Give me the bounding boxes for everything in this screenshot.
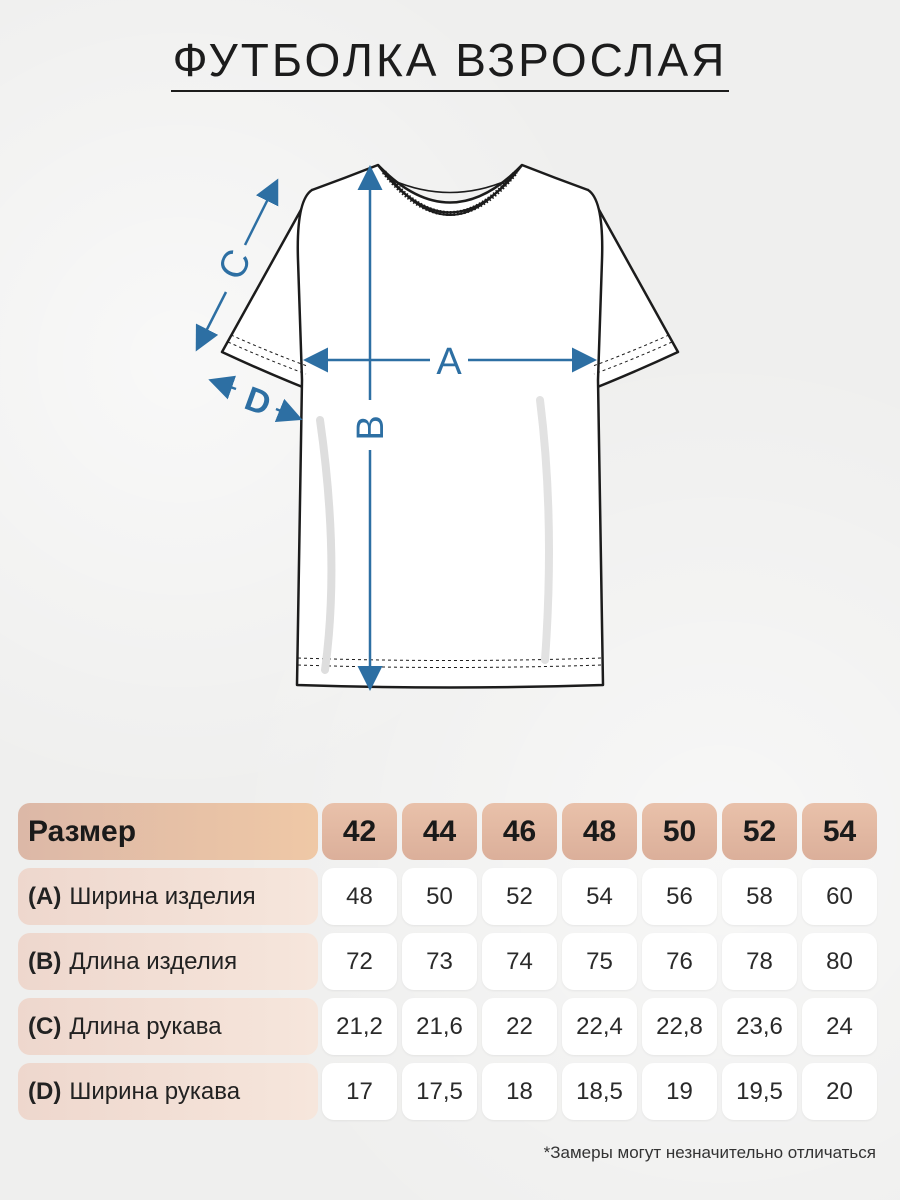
tshirt-body — [297, 165, 603, 688]
size-54: 54 — [802, 803, 877, 860]
row-a-label — [18, 868, 318, 925]
size-52: 52 — [722, 803, 797, 860]
row-a-name: Ширина изделия — [69, 882, 256, 910]
dimension-c-lower — [198, 292, 226, 347]
table-cell: 23,6 — [722, 998, 797, 1055]
size-50: 50 — [642, 803, 717, 860]
footnote: *Замеры могут незначительно отличаться — [543, 1143, 876, 1162]
table-cell: 60 — [802, 868, 877, 925]
table-cell: 21,6 — [402, 998, 477, 1055]
row-d-label — [18, 1063, 318, 1120]
size-header-label: Размер — [18, 803, 318, 860]
table-cell: 21,2 — [322, 998, 397, 1055]
table-cell: 18,5 — [562, 1063, 637, 1120]
table-cell: 18 — [482, 1063, 557, 1120]
page-title: ФУТБОЛКА ВЗРОСЛАЯ — [171, 34, 730, 92]
row-c-key: (C) — [28, 1012, 62, 1040]
table-cell: 75 — [562, 933, 637, 990]
table-cell: 19,5 — [722, 1063, 797, 1120]
size-header-row — [18, 803, 882, 860]
dimension-b-label: B — [350, 415, 392, 441]
table-cell: 24 — [802, 998, 877, 1055]
table-cell: 73 — [402, 933, 477, 990]
table-cell: 17 — [322, 1063, 397, 1120]
table-row-d — [18, 1063, 882, 1120]
table-cell: 48 — [322, 868, 397, 925]
size-44: 44 — [402, 803, 477, 860]
size-42: 42 — [322, 803, 397, 860]
table-cell: 19 — [642, 1063, 717, 1120]
table-cell: 50 — [402, 868, 477, 925]
table-cell: 17,5 — [402, 1063, 477, 1120]
table-cell: 56 — [642, 868, 717, 925]
table-cell: 74 — [482, 933, 557, 990]
table-cell: 22,4 — [562, 998, 637, 1055]
row-d-key: (D) — [28, 1077, 62, 1105]
table-cell: 22,8 — [642, 998, 717, 1055]
row-c-label — [18, 998, 318, 1055]
table-row-b — [18, 933, 882, 990]
row-b-key: (B) — [28, 947, 62, 975]
dimension-d-label: D — [239, 379, 276, 424]
dimension-c-upper — [245, 183, 276, 245]
row-b-name: Длина изделия — [69, 947, 238, 975]
size-46: 46 — [482, 803, 557, 860]
table-cell: 76 — [642, 933, 717, 990]
table-cell: 78 — [722, 933, 797, 990]
row-a-key: (A) — [28, 882, 62, 910]
table-cell: 22 — [482, 998, 557, 1055]
dimension-d-right — [276, 409, 298, 418]
table-cell: 52 — [482, 868, 557, 925]
table-row-c — [18, 998, 882, 1055]
table-cell: 58 — [722, 868, 797, 925]
table-cell: 20 — [802, 1063, 877, 1120]
table-cell: 72 — [322, 933, 397, 990]
dimension-d-left — [213, 381, 236, 389]
size-48: 48 — [562, 803, 637, 860]
table-row-a — [18, 868, 882, 925]
table-cell: 54 — [562, 868, 637, 925]
row-c-name: Длина рукава — [69, 1012, 222, 1040]
dimension-a-label: A — [436, 341, 462, 383]
row-d-name: Ширина рукава — [69, 1077, 241, 1105]
table-cell: 80 — [802, 933, 877, 990]
row-b-label — [18, 933, 318, 990]
dimension-c-label: C — [210, 243, 261, 287]
